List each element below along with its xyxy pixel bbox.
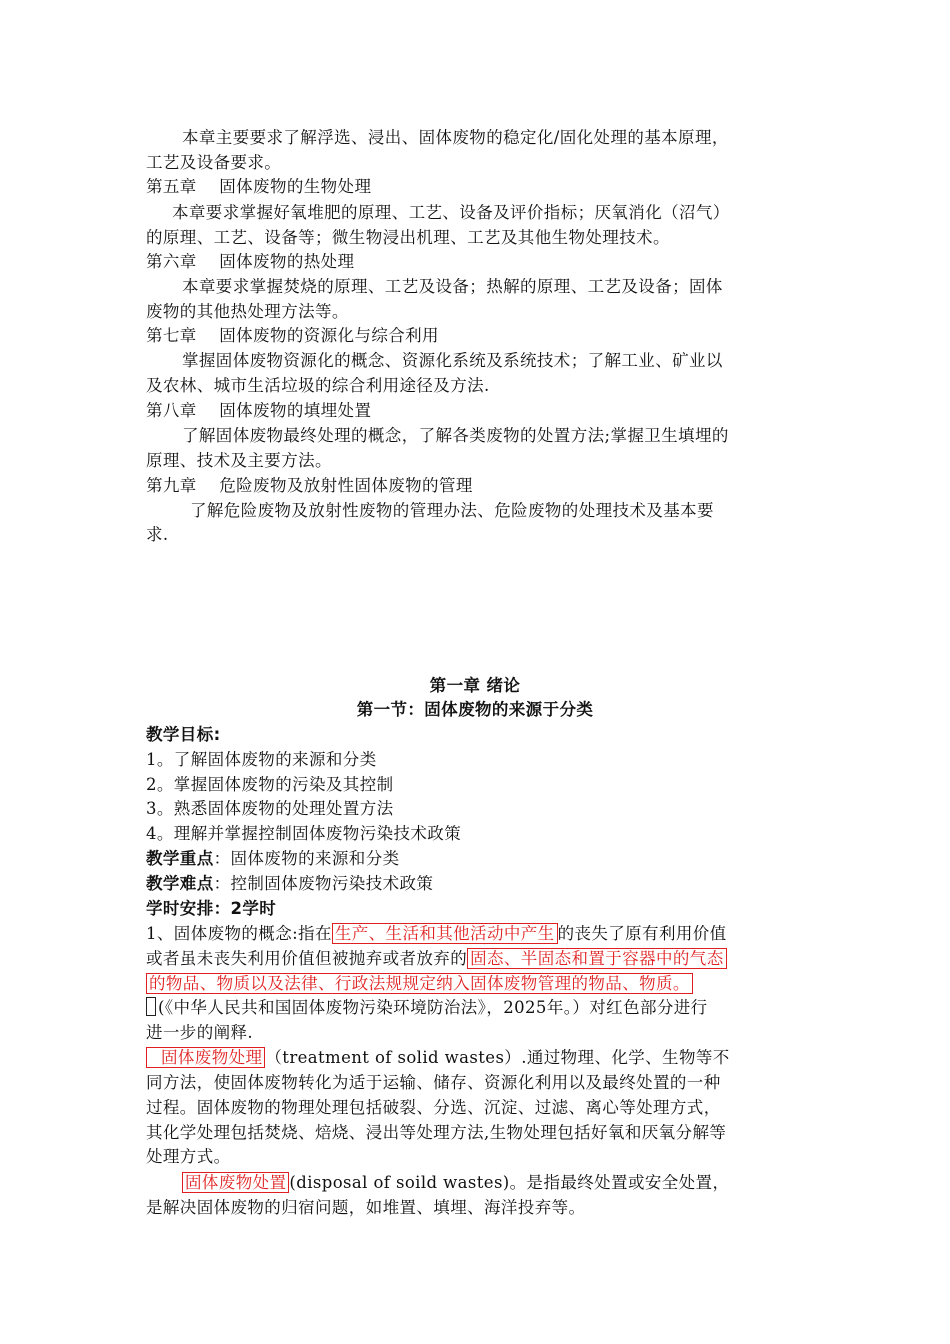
concept-line-2 xyxy=(146,946,727,971)
treatment-line-4: 其化学处理包括焚烧、焙烧、浸出等处理方法,生物处理包括好氧和厌氧分解等 xyxy=(146,1123,727,1142)
chapter-5-desc-1: 本章要求掌握好氧堆肥的原理、工艺、设备及评价指标；厌氧消化（沼气） xyxy=(172,203,730,222)
hours-schedule: 学时安排：2学时 xyxy=(146,899,277,918)
disposal-en: (disposal of soild wastes)。是指最终处置或安全处置， xyxy=(289,1173,730,1192)
treatment-line-3: 过程。固体废物的物理处理包括破裂、分选、沉淀、过滤、离心等处理方式， xyxy=(146,1098,721,1117)
concept-l1-pre: 1、固体废物的概念:指在 xyxy=(146,924,332,943)
key-points-text: ：固体废物的来源和分类 xyxy=(213,849,400,868)
treatment-line-5: 处理方式。 xyxy=(146,1147,231,1166)
chapter-7-title: 第七章 固体废物的资源化与综合利用 xyxy=(146,326,439,345)
chapter-8-desc-1: 了解固体废物最终处理的概念，了解各类废物的处置方法;掌握卫生填埋的 xyxy=(182,426,729,445)
disposal-term: 固体废物处置 xyxy=(182,1172,289,1193)
chapter-9-desc-2: 求. xyxy=(146,525,169,544)
goal-item-1: 1。了解固体废物的来源和分类 xyxy=(146,750,377,769)
treatment-term: 固体废物处理 xyxy=(146,1047,265,1068)
chapter-5-desc-2: 的原理、工艺、设备等；微生物浸出机理、工艺及其他生物处理技术。 xyxy=(146,228,670,247)
chapter-6-desc-1: 本章要求掌握焚烧的原理、工艺及设备；热解的原理、工艺及设备；固体 xyxy=(182,277,723,296)
key-points-label: 教学重点 xyxy=(146,849,214,868)
concept-line-5: 进一步的阐释. xyxy=(146,1023,254,1042)
concept-l4-text: (《中华人民共和国固体废物污染环境防治法》，2025年。）对红色部分进行 xyxy=(158,998,708,1017)
concept-line-3 xyxy=(146,971,693,996)
disposal-line-1 xyxy=(182,1170,729,1195)
concept-line-4 xyxy=(146,995,708,1020)
treatment-line-2: 同方法，使固体废物转化为适于运输、储存、资源化利用以及最终处置的一种 xyxy=(146,1073,721,1092)
chapter-9-desc-1: 了解危险废物及放射性废物的管理办法、危险废物的处理技术及基本要 xyxy=(190,501,714,520)
concept-l2-highlight: 固态、半固态和置于容器中的气态 xyxy=(467,948,727,969)
chapter-6-desc-2: 废物的其他热处理方法等。 xyxy=(146,302,349,321)
chapter-7-desc-2: 及农林、城市生活垃圾的综合利用途径及方法. xyxy=(146,376,490,395)
key-points xyxy=(146,846,400,871)
goal-item-3: 3。熟悉固体废物的处理处置方法 xyxy=(146,799,394,818)
section-1-title: 第一节：固体废物的来源于分类 xyxy=(356,700,594,719)
chapter-6-title: 第六章 固体废物的热处理 xyxy=(146,252,355,271)
chapter-9-title: 第九章 危险废物及放射性固体废物的管理 xyxy=(146,476,473,495)
concept-l3-highlight: 的物品、物质以及法律、行政法规规定纳入固体废物管理的物品、物质。 xyxy=(146,973,693,994)
goal-item-2: 2。掌握固体废物的污染及其控制 xyxy=(146,775,394,794)
disposal-line-2: 是解决固体废物的归宿问题，如堆置、填埋、海洋投弃等。 xyxy=(146,1198,586,1217)
difficulty-label: 教学难点 xyxy=(146,874,214,893)
treatment-line-1 xyxy=(146,1045,730,1070)
chapter-7-desc-1: 掌握固体废物资源化的概念、资源化系统及系统技术；了解工业、矿业以 xyxy=(182,351,723,370)
concept-l2-pre: 或者虽未丧失利用价值但被抛弃或者放弃的 xyxy=(146,949,468,968)
treatment-en: （treatment of solid wastes）.通过物理、化学、生物等不 xyxy=(265,1048,730,1067)
checkbox-icon xyxy=(146,997,156,1016)
chapter-5-title: 第五章 固体废物的生物处理 xyxy=(146,177,372,196)
difficulty-points xyxy=(146,871,433,896)
chapter-8-desc-2: 原理、技术及主要方法。 xyxy=(146,451,332,470)
chapter-1-title: 第一章 绪论 xyxy=(429,676,521,695)
intro-line-2: 工艺及设备要求。 xyxy=(146,153,282,172)
concept-line-1 xyxy=(146,921,727,946)
concept-l1-highlight: 生产、生活和其他活动中产生 xyxy=(332,923,558,944)
goal-item-4: 4。理解并掌握控制固体废物污染技术政策 xyxy=(146,824,462,843)
concept-l1-post: 的丧失了原有利用价值 xyxy=(557,924,727,943)
goals-label: 教学目标: xyxy=(146,725,221,744)
chapter-8-title: 第八章 固体废物的填埋处置 xyxy=(146,401,372,420)
intro-line-1: 本章主要要求了解浮选、浸出、固体废物的稳定化/固化处理的基本原理， xyxy=(182,128,729,147)
difficulty-text: ：控制固体废物污染技术政策 xyxy=(213,874,434,893)
